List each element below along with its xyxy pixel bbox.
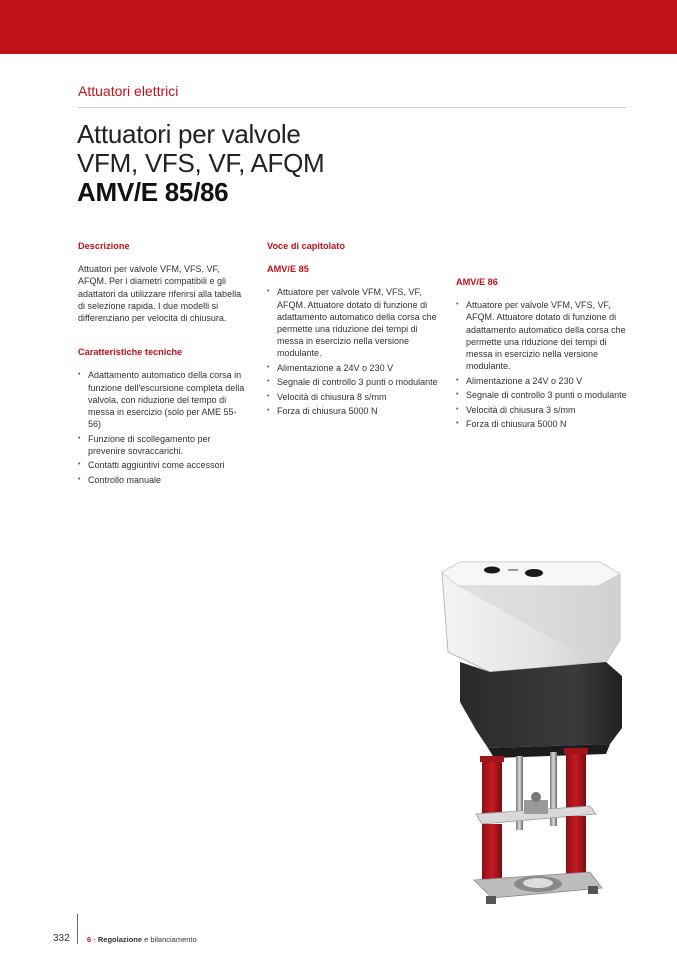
list-item: • Attuatore per valvole VFM, VFS, VF, AFQM. Attuatore dotato di funzione di adattamento automatico della corsa che permette una riduzione dei tempi di messa in esercizio nella versione modulante. xyxy=(267,286,439,359)
column-spec-amve86 xyxy=(456,276,631,433)
model-amve86-heading: AMV/E 86 xyxy=(456,277,498,287)
list-item: • Alimentazione a 24V o 230 V xyxy=(456,375,631,387)
page-title xyxy=(77,120,324,207)
list-item: • Attuatore per valvole VFM, VFS, VF, AFQM. Attuatore dotato di funzione di adattamento automatico della corsa che permette una riduzione dei tempi di messa in esercizio nella versione modulante. xyxy=(456,299,631,372)
caratteristiche-list xyxy=(78,369,248,486)
list-item: • Alimentazione a 24V o 230 V xyxy=(267,362,439,374)
list-item: • Forza di chiusura 5000 N xyxy=(456,418,631,430)
column-spec-amve85 xyxy=(267,240,439,420)
footer-chapter xyxy=(87,935,197,944)
amve85-list xyxy=(267,286,439,417)
list-item: • Segnale di controllo 3 punti o modulante xyxy=(456,389,631,401)
list-item: • Velocità di chiusura 3 s/mm xyxy=(456,404,631,416)
list-item: • Velocità di chiusura 8 s/mm xyxy=(267,391,439,403)
chapter-separator: - xyxy=(93,935,96,944)
column-description xyxy=(78,240,248,488)
chapter-title-rest: e bilanciamento xyxy=(144,935,197,944)
descrizione-text: Attuatori per valvole VFM, VFS, VF, AFQM. Per i diametri compatibili e gli adattatori da utilizzare riferirsi alla tabella di selezione rapida. I due modelli si differenziano per velocita di chiusura. xyxy=(78,264,242,324)
title-line-2: VFM, VFS, VF, AFQM xyxy=(77,148,325,178)
title-line-3: AMV/E 85/86 xyxy=(77,177,229,207)
chapter-number: 6 xyxy=(87,935,92,944)
list-item: • Forza di chiusura 5000 N xyxy=(267,405,439,417)
section-title: Attuatori elettrici xyxy=(78,83,179,99)
list-item: • Contatti aggiuntivi come accessori xyxy=(78,459,248,471)
list-item: • Funzione di scollegamento per prevenire sovraccarichi. xyxy=(78,433,248,457)
capitolato-heading: Voce di capitolato xyxy=(267,241,345,251)
list-item: • Controllo manuale xyxy=(78,474,248,486)
actuator-product-image xyxy=(430,552,630,912)
caratteristiche-heading: Caratteristiche tecniche xyxy=(78,347,183,358)
page-number: 332 xyxy=(53,933,70,944)
descrizione-heading: Descrizione xyxy=(78,241,130,251)
title-line-1: Attuatori per valvole xyxy=(77,119,301,149)
top-color-bar xyxy=(0,0,677,54)
list-item: • Segnale di controllo 3 punti o modulante xyxy=(267,376,439,388)
section-divider xyxy=(78,107,626,108)
amve86-list xyxy=(456,299,631,430)
model-amve85-heading: AMV/E 85 xyxy=(267,264,309,275)
list-item: • Adattamento automatico della corsa in funzione dell'escursione completa della valvola, con riduzione del tempo di messa in esercizio (solo per AME 55-56) xyxy=(78,369,248,430)
chapter-title-bold: Regolazione xyxy=(97,935,143,944)
footer-divider xyxy=(77,914,78,944)
